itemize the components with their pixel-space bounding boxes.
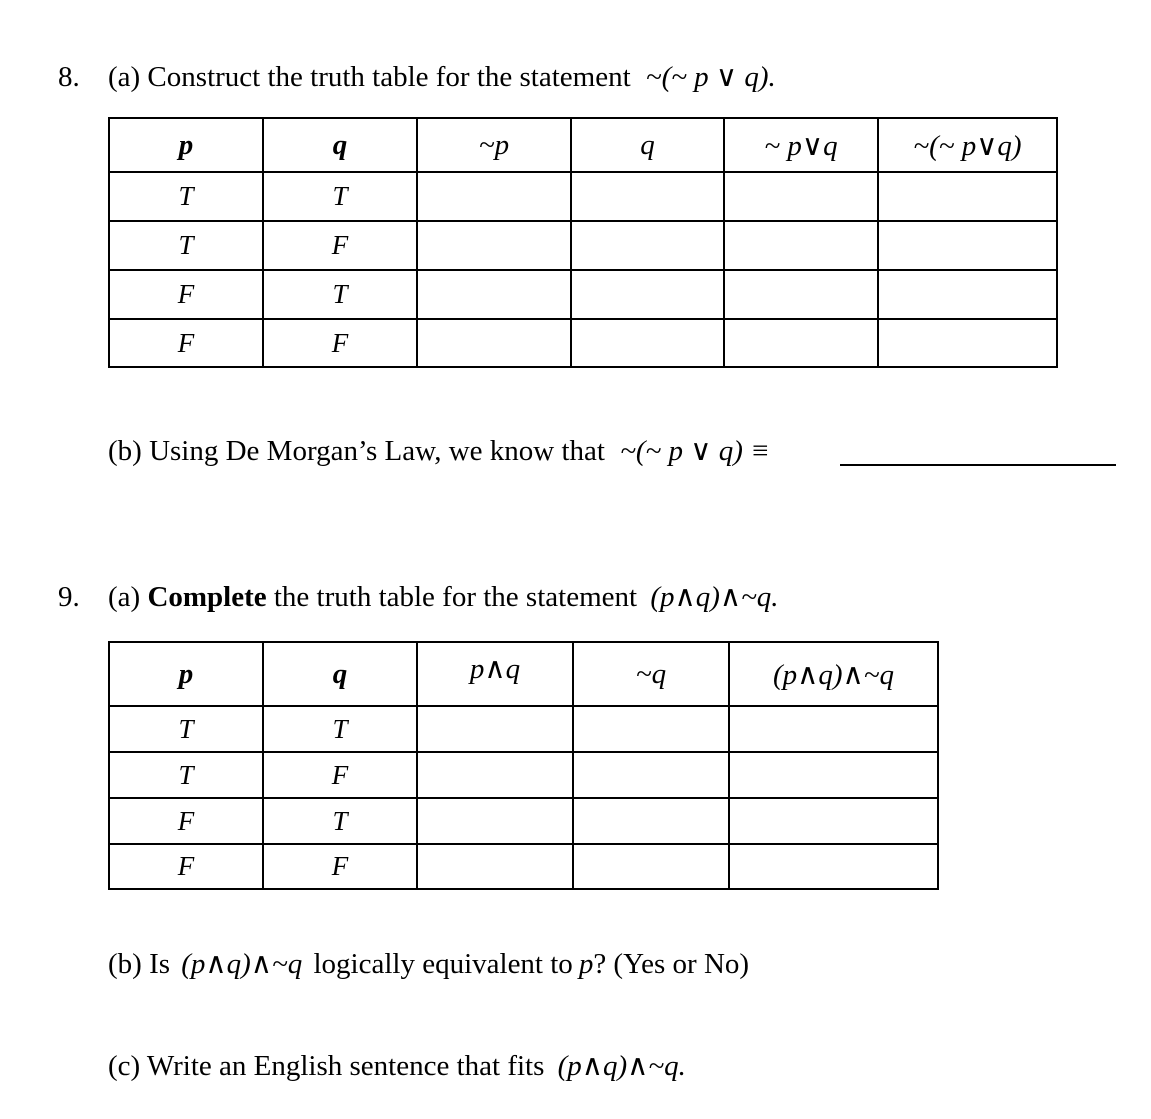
table-cell: F [109, 270, 263, 319]
table-cell: F [263, 319, 417, 367]
table-cell: T [109, 752, 263, 798]
answer-cell[interactable] [724, 221, 878, 270]
problem-8a-label: (a) Construct the truth table for the statement [108, 61, 631, 93]
table-8-header-cell: ~ p∨q [724, 118, 878, 172]
answer-cell[interactable] [729, 706, 938, 752]
problem-8b-statement: ~(~ p ∨ q) ≡ [620, 435, 770, 467]
table-9-header-cell: q [263, 642, 417, 706]
answer-cell[interactable] [573, 844, 729, 889]
table-9-header-row [109, 642, 938, 706]
problem-9a-prefix: (a) [108, 581, 141, 613]
problem-8-number: 8. [58, 61, 80, 93]
answer-cell[interactable] [724, 270, 878, 319]
answer-cell[interactable] [417, 752, 573, 798]
answer-cell[interactable] [878, 172, 1057, 221]
table-8-header-cell: ~p [417, 118, 571, 172]
table-8-header-cell: q [263, 118, 417, 172]
table-cell: F [263, 844, 417, 889]
answer-cell[interactable] [729, 798, 938, 844]
problem-9a-bold: Complete [147, 581, 267, 613]
problem-9a-rest: the truth table for the statement [273, 581, 638, 613]
answer-cell[interactable] [878, 319, 1057, 367]
table-row [109, 706, 938, 752]
problem-8a-prompt [108, 63, 776, 92]
truth-table-8 [108, 117, 1058, 368]
answer-cell[interactable] [573, 752, 729, 798]
problem-9a-statement: (p∧q)∧~q. [650, 581, 779, 613]
answer-cell[interactable] [571, 270, 724, 319]
table-cell: F [109, 798, 263, 844]
table-cell: T [109, 706, 263, 752]
problem-8b-label: (b) Using De Morgan’s Law, we know that [108, 435, 605, 467]
table-row [109, 319, 1057, 367]
truth-table-9 [108, 641, 939, 890]
table-9-header-cell: ~q [573, 642, 729, 706]
problem-9-number: 9. [58, 581, 80, 613]
table-9-header-cell: p∧q [417, 642, 573, 706]
problem-9c-prefix: (c) Write an English sentence that fits [108, 1050, 545, 1082]
table-cell: F [109, 844, 263, 889]
table-cell: T [109, 172, 263, 221]
table-8-header-cell: q [571, 118, 724, 172]
table-cell: T [263, 172, 417, 221]
table-row [109, 270, 1057, 319]
answer-line-8b[interactable] [840, 464, 1116, 466]
table-9-header-cell: (p∧q)∧~q [729, 642, 938, 706]
problem-9c-prompt [108, 1052, 686, 1081]
table-row [109, 844, 938, 889]
problem-9b-prompt [108, 950, 749, 979]
table-cell: T [109, 221, 263, 270]
answer-cell[interactable] [571, 221, 724, 270]
answer-cell[interactable] [571, 319, 724, 367]
answer-cell[interactable] [417, 798, 573, 844]
answer-cell[interactable] [417, 844, 573, 889]
problem-8b-prompt [108, 437, 770, 466]
answer-cell[interactable] [417, 172, 571, 221]
answer-cell[interactable] [729, 752, 938, 798]
table-row [109, 798, 938, 844]
table-cell: T [263, 706, 417, 752]
table-cell: F [263, 752, 417, 798]
answer-cell[interactable] [417, 270, 571, 319]
answer-cell[interactable] [417, 706, 573, 752]
problem-9b-statement: (p∧q)∧~q [181, 948, 303, 980]
answer-cell[interactable] [571, 172, 724, 221]
table-cell: T [263, 798, 417, 844]
table-cell: F [263, 221, 417, 270]
answer-cell[interactable] [729, 844, 938, 889]
table-row [109, 221, 1057, 270]
problem-9b-var: p [578, 948, 594, 980]
answer-cell[interactable] [573, 706, 729, 752]
answer-cell[interactable] [724, 319, 878, 367]
table-cell: T [263, 270, 417, 319]
answer-cell[interactable] [724, 172, 878, 221]
problem-9b-rest: logically equivalent to [313, 948, 573, 980]
table-8-header-cell: ~(~ p∨q) [878, 118, 1057, 172]
problem-9c-statement: (p∧q)∧~q. [557, 1050, 686, 1082]
answer-cell[interactable] [878, 270, 1057, 319]
answer-cell[interactable] [878, 221, 1057, 270]
table-9-header-cell: p [109, 642, 263, 706]
problem-9b-suffix: ? (Yes or No) [593, 948, 750, 980]
problem-8a-statement: ~(~ p ∨ q). [645, 61, 776, 93]
answer-cell[interactable] [417, 221, 571, 270]
table-cell: F [109, 319, 263, 367]
problem-9b-prefix: (b) Is [108, 948, 171, 980]
problem-9a-prompt [108, 583, 779, 612]
table-row [109, 752, 938, 798]
table-8-header-row [109, 118, 1057, 172]
answer-cell[interactable] [417, 319, 571, 367]
table-row [109, 172, 1057, 221]
answer-cell[interactable] [573, 798, 729, 844]
table-8-header-cell: p [109, 118, 263, 172]
